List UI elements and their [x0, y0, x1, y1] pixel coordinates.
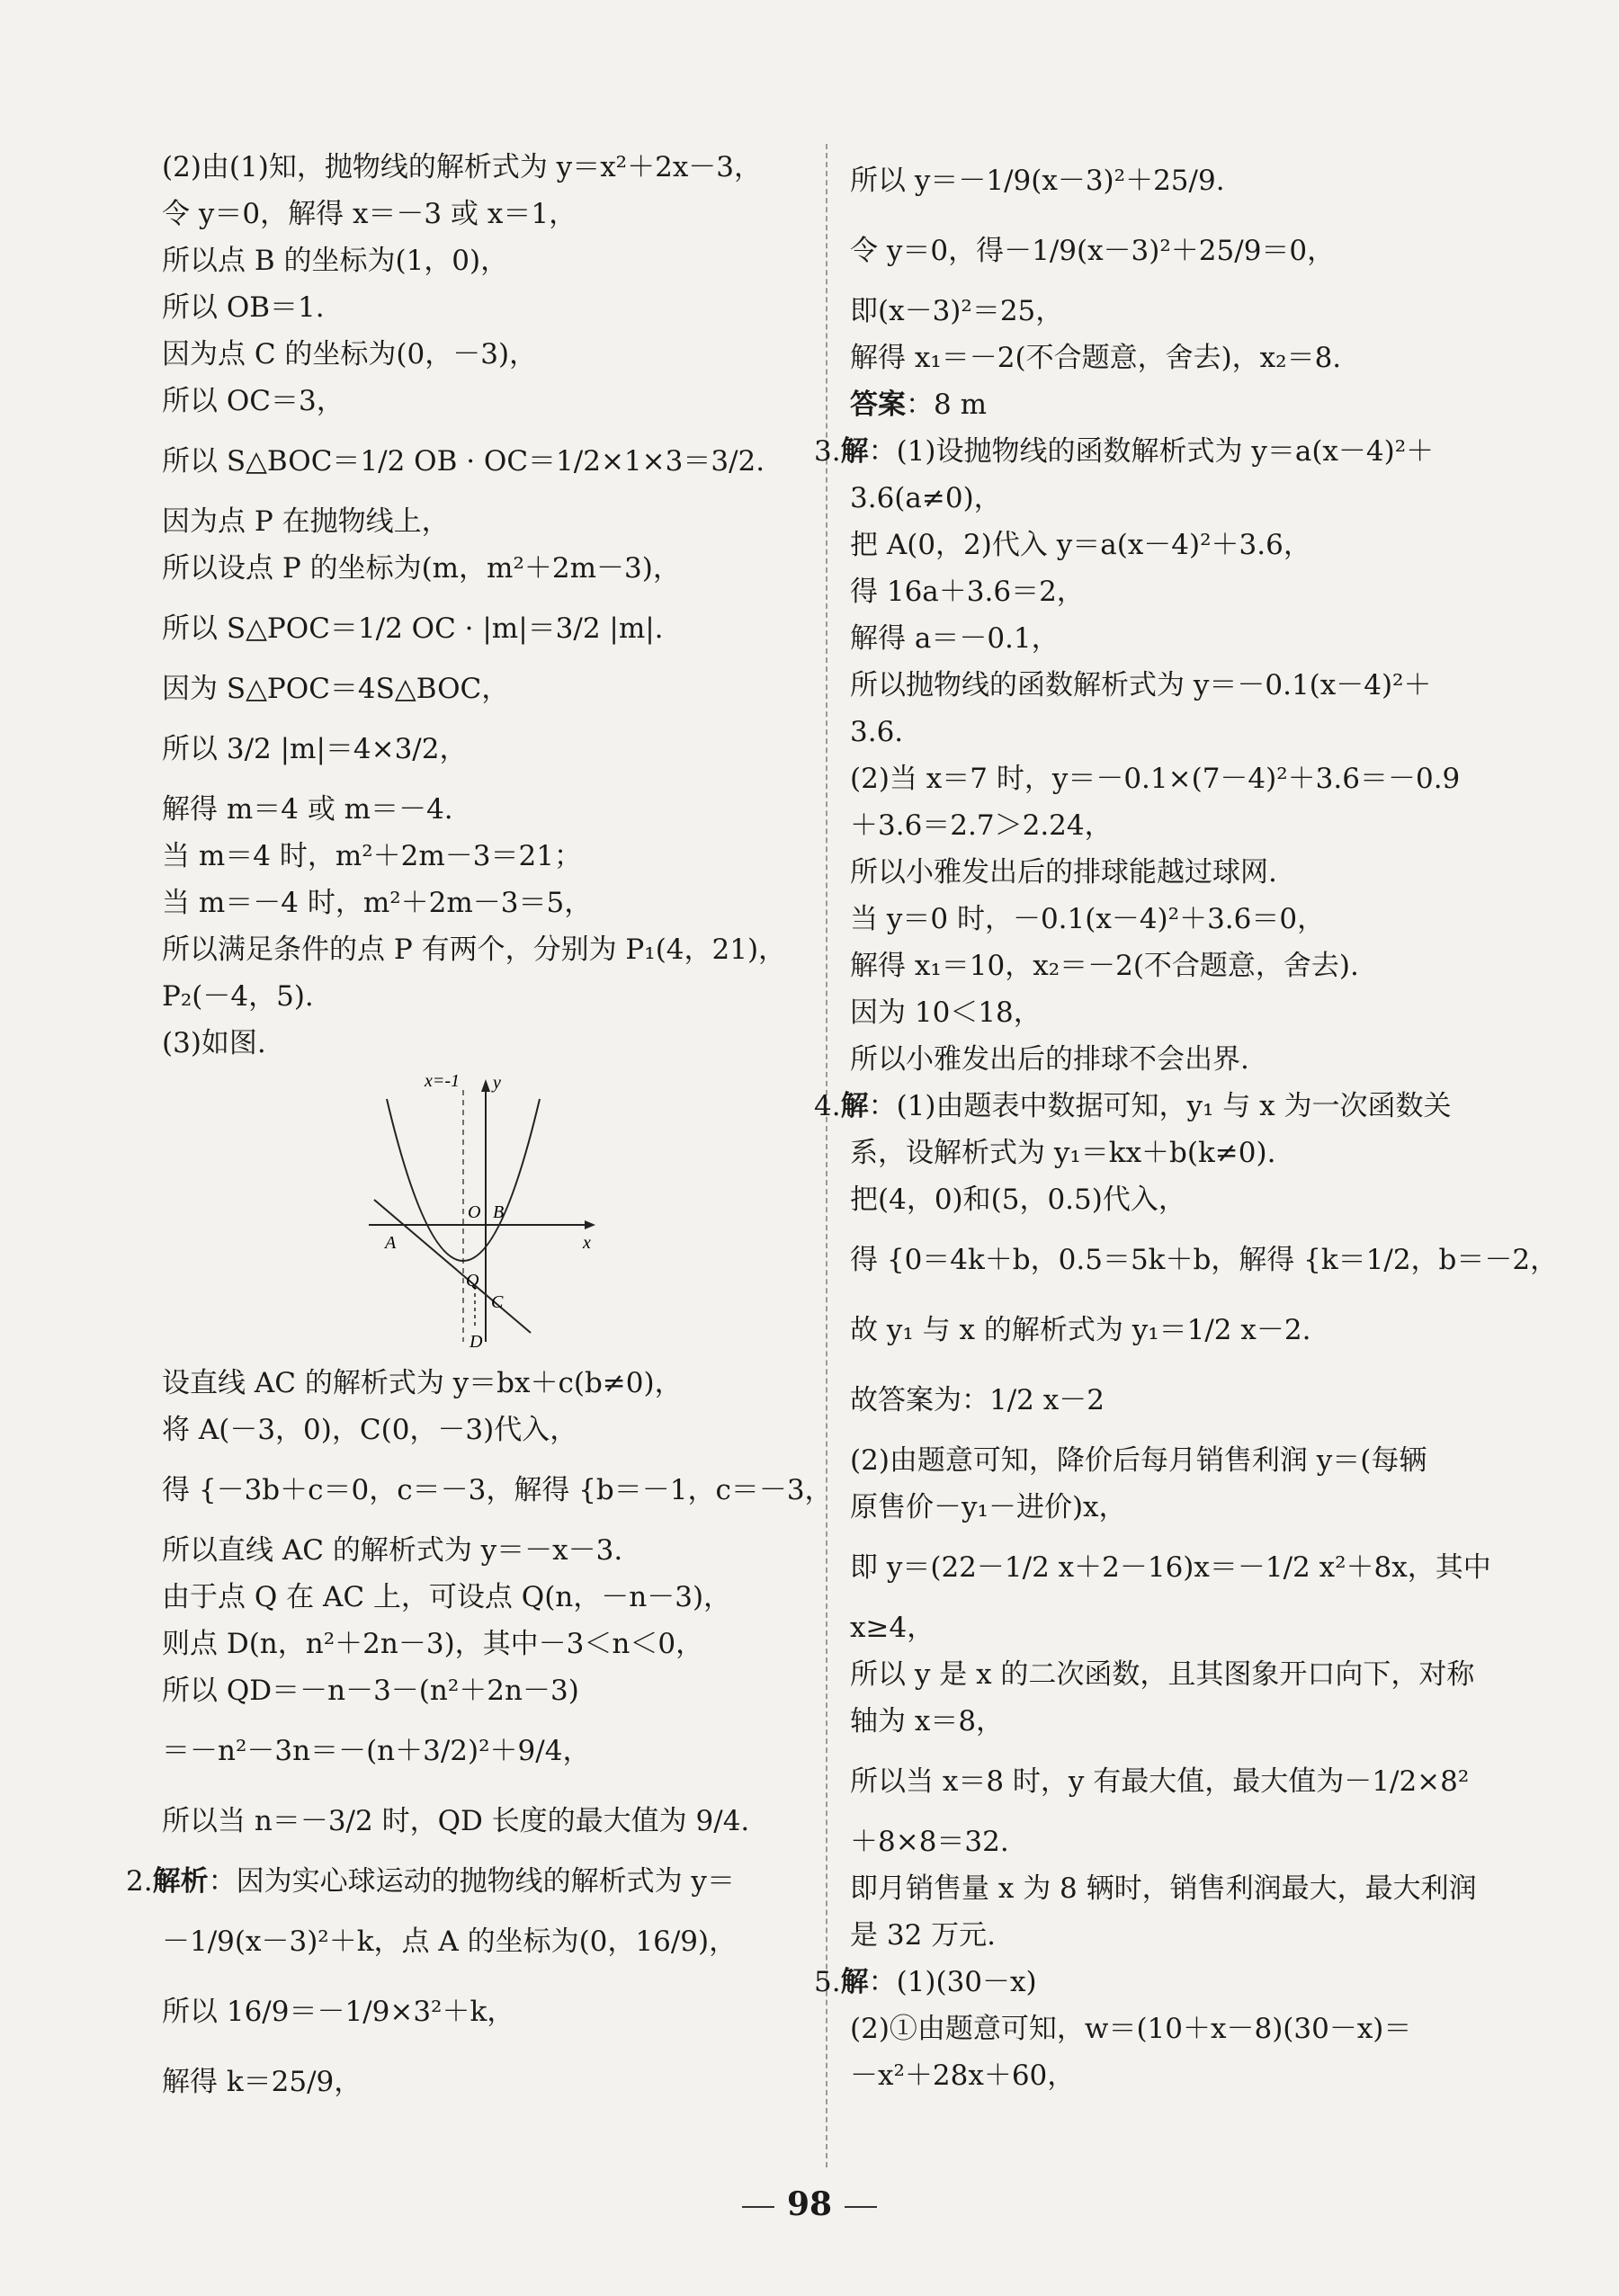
label-x: x: [583, 1233, 591, 1253]
text-line: 轴为 x＝8，: [850, 1705, 1005, 1738]
text-line: 所以设点 P 的坐标为(m，m²＋2m－3)，: [162, 552, 681, 585]
label-c: C: [491, 1292, 504, 1312]
text-line: 即(x－3)²＝25，: [850, 295, 1064, 327]
question-label: 解: [840, 1966, 869, 1998]
text-line: －x²＋28x＋60，: [850, 2059, 1076, 2092]
text-line: 所以 S△POC＝1/2 OC · |m|＝3/2 |m|.: [162, 612, 664, 645]
footer-dash-right: [845, 2206, 877, 2208]
text-line: 所以抛物线的函数解析式为 y＝－0.1(x－4)²＋: [850, 669, 1432, 701]
question-number: 3.: [814, 435, 841, 468]
text-line: 令 y＝0，解得 x＝－3 或 x＝1，: [162, 198, 577, 230]
footer-dash-left: [742, 2206, 774, 2208]
x-axis-arrow: [585, 1220, 595, 1229]
label-axis-line: x=-1: [425, 1072, 461, 1091]
text-line: 所以 3/2 |m|＝4×3/2，: [162, 733, 468, 765]
text-line: 因为 S△POC＝4S△BOC，: [162, 673, 510, 705]
text-line: ＝－n²－3n＝－(n＋3/2)²＋9/4，: [162, 1735, 591, 1767]
text-line: 所以当 n＝－3/2 时，QD 长度的最大值为 9/4.: [162, 1805, 750, 1837]
text-line: (2)由题意可知，降价后每月销售利润 y＝(每辆: [850, 1444, 1427, 1477]
text-line: 当 m＝4 时，m²＋2m－3＝21；: [162, 840, 582, 872]
text-line: 解得 m＝4 或 m＝－4.: [162, 793, 453, 826]
text-line: 得 {－3b＋c＝0，c＝－3，解得 {b＝－1，c＝－3，: [162, 1474, 833, 1506]
text-line: (3)如图.: [162, 1027, 266, 1059]
parabola-figure: [369, 1072, 603, 1351]
text-line: 因为点 C 的坐标为(0，－3)，: [162, 338, 538, 371]
label-b: B: [493, 1202, 505, 1222]
question-number: 5.: [814, 1966, 841, 1998]
answer-text: ：8 m: [906, 389, 987, 421]
question-4: [814, 1083, 1516, 1130]
text-line: 当 y＝0 时，－0.1(x－4)²＋3.6＝0，: [850, 903, 1326, 935]
text-line: 3.6(a≠0)，: [850, 482, 1002, 514]
text-line: 所以 y＝－1/9(x－3)²＋25/9.: [850, 165, 1225, 197]
right-column: [814, 144, 1559, 2099]
text-line: 解得 x₁＝－2(不合题意，舍去)，x₂＝8.: [850, 342, 1342, 374]
text-line: 当 m＝－4 时，m²＋2m－3＝5，: [162, 887, 593, 919]
label-o: O: [468, 1202, 481, 1222]
text-line: (2)当 x＝7 时，y＝－0.1×(7－4)²＋3.6＝－0.9: [850, 763, 1461, 795]
text-line: 所以小雅发出后的排球不会出界.: [850, 1043, 1249, 1076]
text-line: 所以 S△BOC＝1/2 OB · OC＝1/2×1×3＝3/2.: [162, 445, 765, 478]
text-line: 将 A(－3，0)，C(0，－3)代入，: [162, 1414, 578, 1446]
text-line: 解得 a＝－0.1，: [850, 622, 1060, 655]
text-line: ：(1)(30－x): [868, 1966, 1037, 1998]
answer-label: 答案: [850, 389, 906, 421]
question-label: 解: [840, 435, 869, 468]
question-number: 2.: [126, 1865, 153, 1898]
text-line: 所以直线 AC 的解析式为 y＝－x－3.: [162, 1534, 623, 1567]
text-line: 解得 x₁＝10，x₂＝－2(不合题意，舍去).: [850, 950, 1359, 982]
text-line: 解得 k＝25/9，: [162, 2066, 362, 2098]
text-line: 故答案为：1/2 x－2: [850, 1384, 1105, 1416]
text-line: 所以 OB＝1.: [162, 291, 325, 324]
text-line: 所以 y 是 x 的二次函数，且其图象开口向下，对称: [850, 1658, 1475, 1691]
text-line: ＋3.6＝2.7＞2.24，: [850, 809, 1113, 842]
label-d: D: [470, 1332, 483, 1351]
text-line: 故 y₁ 与 x 的解析式为 y₁＝1/2 x－2.: [850, 1314, 1311, 1346]
text-line: 把 A(0，2)代入 y＝a(x－4)²＋3.6，: [850, 529, 1311, 561]
text-line: ：因为实心球运动的抛物线的解析式为 y＝: [208, 1865, 735, 1898]
question-5: [814, 1959, 1516, 2006]
text-line: 所以 QD＝－n－3－(n²＋2n－3): [162, 1675, 579, 1707]
text-line: 是 32 万元.: [850, 1919, 997, 1952]
text-line: 则点 D(n，n²＋2n－3)，其中－3＜n＜0，: [162, 1628, 704, 1660]
y-axis-arrow: [481, 1079, 490, 1092]
text-line: 因为 10＜18，: [850, 996, 1042, 1029]
text-line: 即月销售量 x 为 8 辆时，销售利润最大，最大利润: [850, 1872, 1477, 1905]
text-line: 把(4，0)和(5，0.5)代入，: [850, 1184, 1186, 1216]
text-line: 所以小雅发出后的排球能越过球网.: [850, 856, 1277, 889]
text-line: 原售价－y₁－进价)x，: [850, 1491, 1127, 1523]
page-number: 98: [786, 2185, 833, 2223]
label-y: y: [493, 1073, 501, 1093]
text-line: 得 {0＝4k＋b，0.5＝5k＋b，解得 {k＝1/2，b＝－2，: [850, 1244, 1559, 1276]
text-line: 由于点 Q 在 AC 上，可设点 Q(n，－n－3)，: [162, 1581, 732, 1613]
text-line: 即 y＝(22－1/2 x＋2－16)x＝－1/2 x²＋8x，其中: [850, 1551, 1491, 1584]
text-line: 因为点 P 在抛物线上，: [162, 505, 450, 538]
label-q: Q: [466, 1271, 479, 1291]
line-ac: [374, 1200, 531, 1333]
text-line: 设直线 AC 的解析式为 y＝bx＋c(b≠0)，: [162, 1367, 683, 1399]
text-line: 系，设解析式为 y₁＝kx＋b(k≠0).: [850, 1137, 1276, 1169]
text-line: 所以 OC＝3，: [162, 385, 344, 417]
text-line: 所以满足条件的点 P 有两个，分别为 P₁(4，21)，: [162, 934, 787, 966]
answer-line: [850, 381, 1516, 428]
text-line: ：(1)由题表中数据可知，y₁ 与 x 为一次函数关: [868, 1090, 1452, 1122]
text-line: 令 y＝0，得－1/9(x－3)²＋25/9＝0，: [850, 235, 1336, 267]
text-line: (2)由(1)知，抛物线的解析式为 y＝x²＋2x－3，: [162, 151, 763, 183]
question-number: 4.: [814, 1090, 841, 1122]
question-label: 解析: [152, 1865, 209, 1898]
text-line: 所以当 x＝8 时，y 有最大值，最大值为－1/2×8²: [850, 1765, 1470, 1798]
text-line: 3.6.: [850, 716, 904, 748]
text-line: x≥4，: [850, 1612, 935, 1644]
text-line: ：(1)设抛物线的函数解析式为 y＝a(x－4)²＋: [868, 435, 1435, 468]
text-line: 所以点 B 的坐标为(1，0)，: [162, 245, 509, 277]
left-column: [126, 144, 833, 2119]
text-line: 得 16a＋3.6＝2，: [850, 576, 1085, 608]
page-footer: [0, 2185, 1619, 2223]
text-line: 所以 16/9＝－1/9×3²＋k，: [162, 1996, 515, 2028]
text-line: (2)①由题意可知，w＝(10＋x－8)(30－x)＝: [850, 2013, 1412, 2045]
label-a: A: [385, 1233, 397, 1253]
question-label: 解: [840, 1090, 869, 1122]
text-line: ＋8×8＝32.: [850, 1826, 1009, 1858]
text-line: P₂(－4，5).: [162, 980, 314, 1013]
question-2: [126, 1858, 810, 1905]
text-line: －1/9(x－3)²＋k，点 A 的坐标为(0，16/9)，: [162, 1925, 738, 1958]
question-3: [814, 428, 1516, 475]
